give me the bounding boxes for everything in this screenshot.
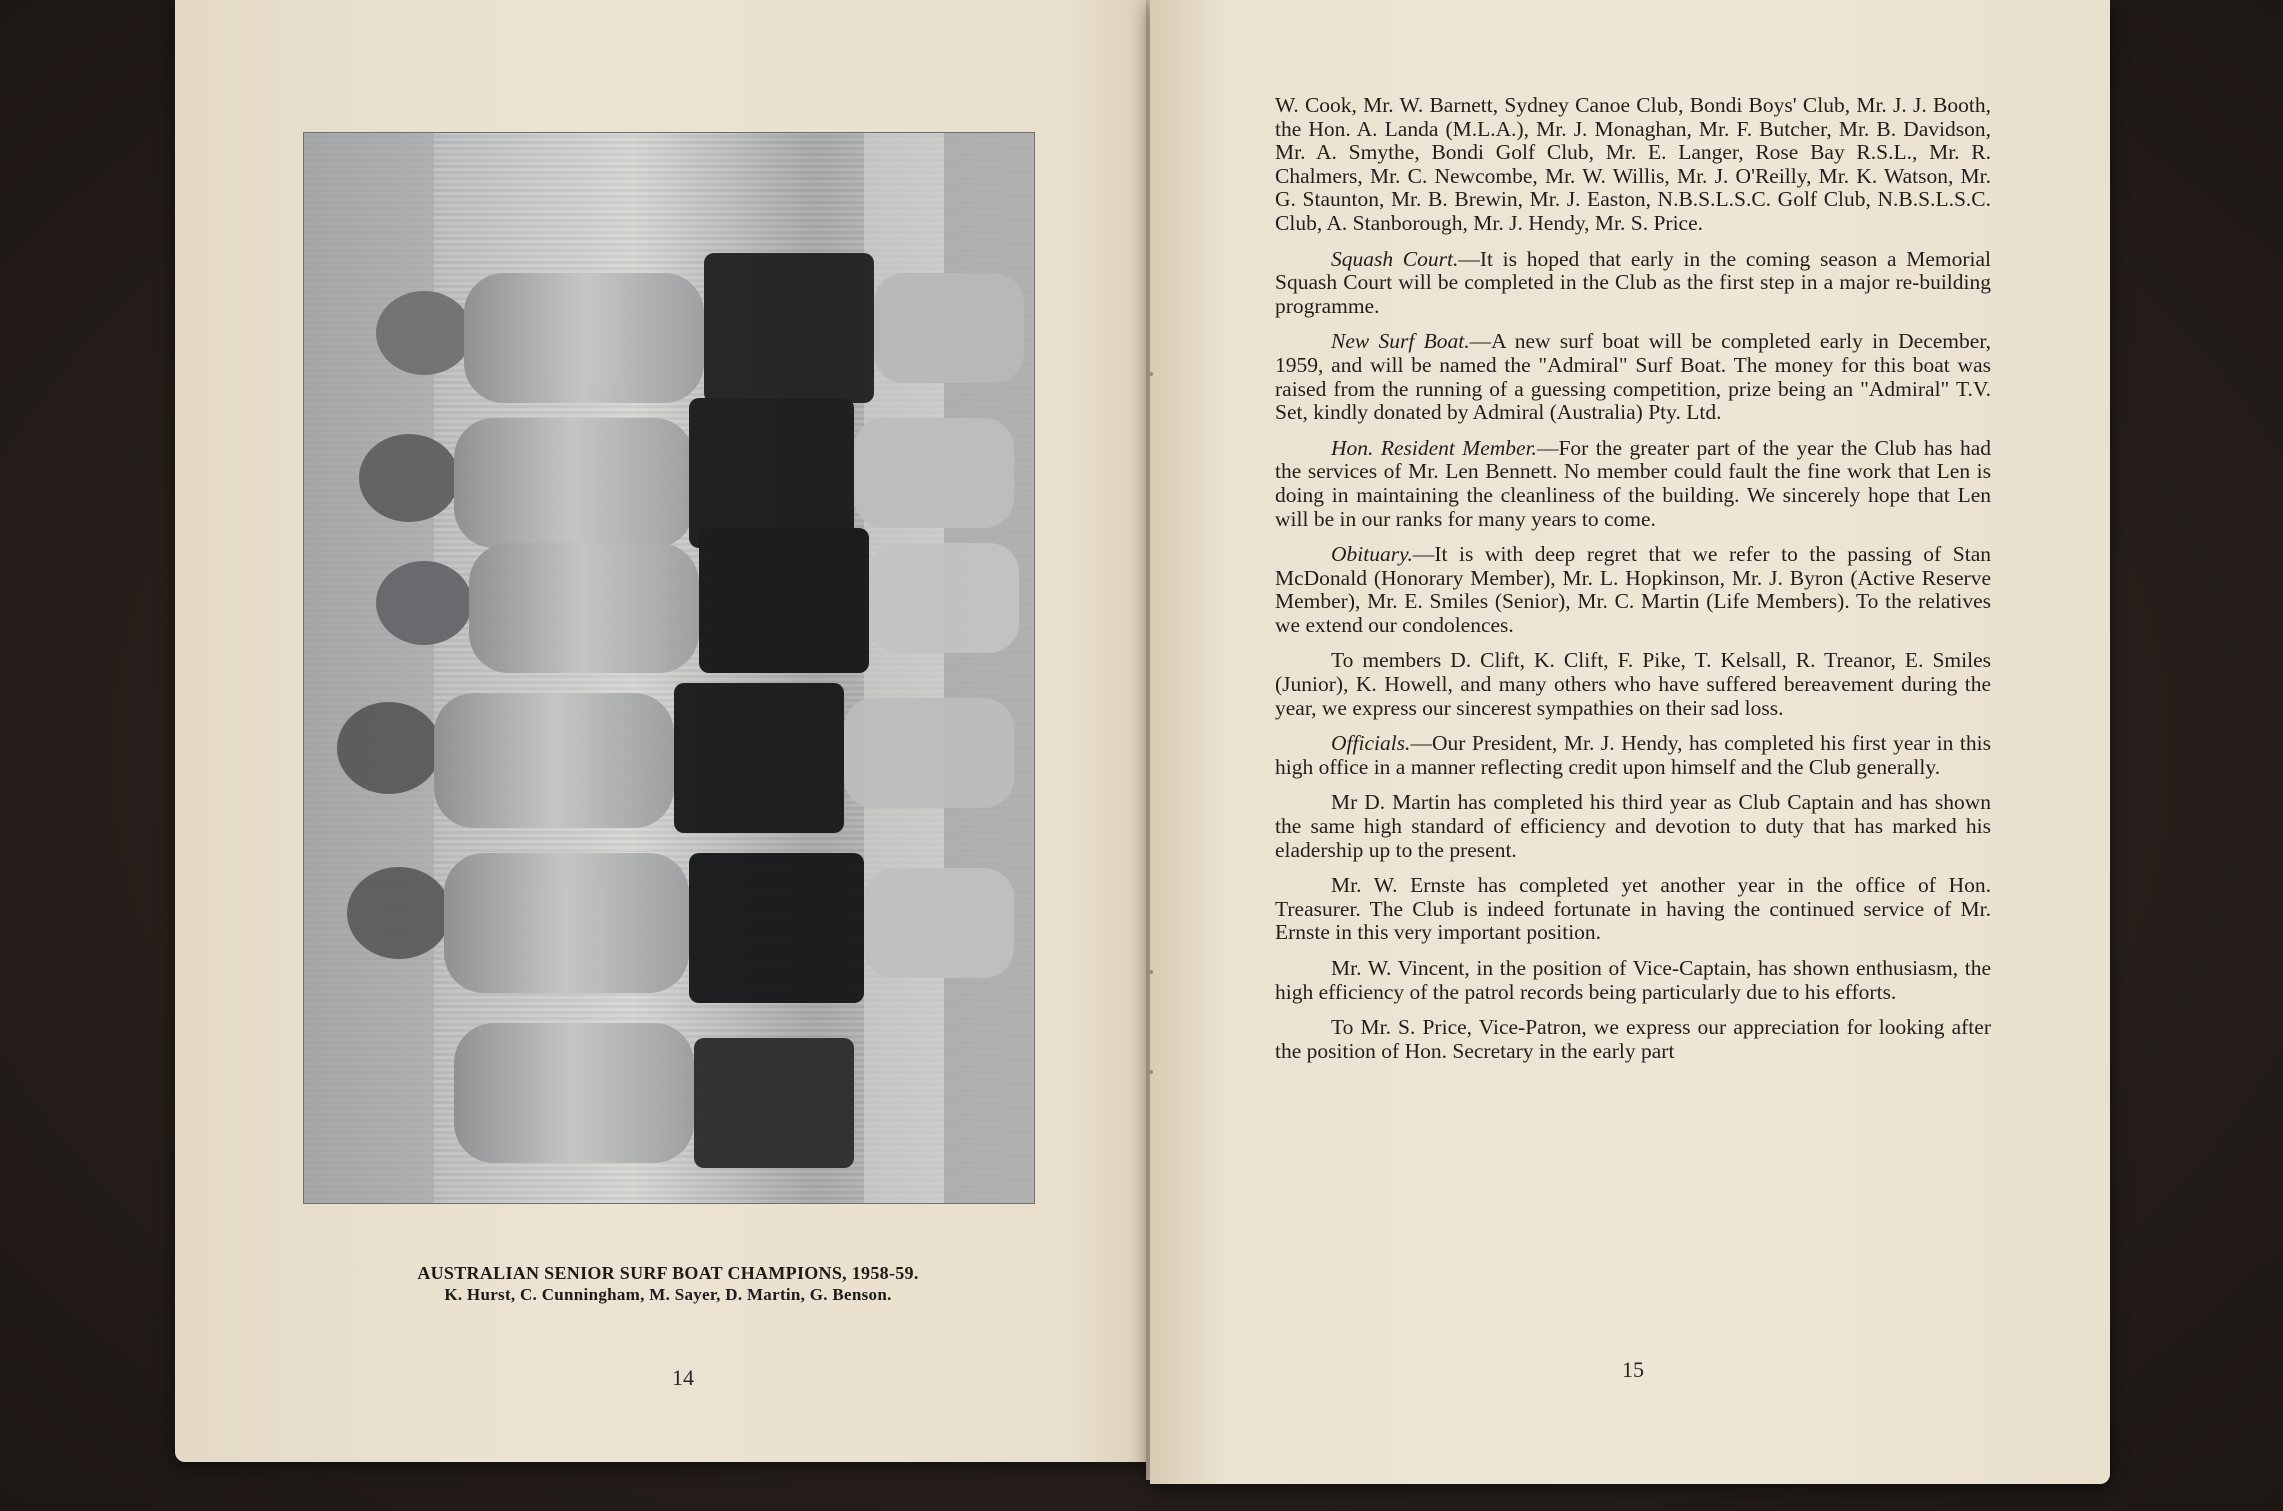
- page-number-left: 14: [672, 1365, 694, 1390]
- section-heading: Hon. Resident Member.: [1331, 435, 1537, 460]
- section-heading: New Surf Boat.: [1331, 329, 1470, 354]
- paragraph-obituary: [1275, 543, 1991, 637]
- paragraph-club-captain: [1275, 791, 1991, 862]
- section-heading: Officials.: [1331, 731, 1411, 756]
- paragraph-text: —Our President, Mr. J. Hendy, has completed his first year in this high office in a manner reflecting credit upon himself and the Club generally.: [1275, 731, 1991, 779]
- caption-title: AUSTRALIAN SENIOR SURF BOAT CHAMPIONS, 1958-59.: [417, 1263, 919, 1283]
- paragraph-text: W. Cook, Mr. W. Barnett, Sydney Canoe Club, Bondi Boys' Club, Mr. J. J. Booth, the Hon. A. Landa (M.L.A.), Mr. J. Monaghan, Mr. F. Butcher, Mr. B. Davidson, Mr. A. Smythe, Bondi Golf Club, Mr. E. Langer, Rose Bay R.S.L., Mr. R. Chalmers, Mr. C. Newcombe, Mr. W. Willis, Mr. J. O'Reilly, Mr. K. Watson, Mr. G. Staunton, Mr. B. Brewin, Mr. J. Easton, N.B.S.L.S.C. Golf Club, N.B.S.L.S.C. Club, A. Stanborough, Mr. J. Hendy, Mr. S. Price.: [1275, 93, 1991, 235]
- paragraph-text: —For the greater part of the year the Club has had the services of Mr. Len Bennett. No member could fault the fine work that Len is doing in maintaining the cleanliness of the building. We sincerely hope that Len will be in our ranks for many years to come.: [1275, 435, 1991, 531]
- section-heading: Obituary.: [1331, 542, 1413, 567]
- paragraph-treasurer: [1275, 874, 1991, 945]
- team-photograph: [303, 132, 1035, 1204]
- paper-fleck: [1149, 1070, 1153, 1074]
- paper-fleck: [1149, 970, 1153, 974]
- paragraph-text: Mr. W. Vincent, in the position of Vice-Captain, has shown enthusiasm, the high efficiency of the patrol records being particularly due to his efforts.: [1275, 956, 1991, 1004]
- paragraph-vice-patron: [1275, 1016, 1991, 1063]
- paragraph-hon-resident-member: [1275, 437, 1991, 531]
- paragraph-sympathies: [1275, 649, 1991, 720]
- photo-illustration: [304, 133, 1034, 1203]
- page-number-right: 15: [1622, 1357, 1644, 1382]
- paragraph-vice-captain: [1275, 957, 1991, 1004]
- paragraph-text: —It is with deep regret that we refer to the passing of Stan McDonald (Honorary Member), Mr. L. Hopkinson, Mr. J. Byron (Active Reserve Member), Mr. E. Smiles (Senior), Mr. C. Martin (Life Members). To the relatives we extend our condolences.: [1275, 542, 1991, 637]
- paragraph-text: Mr. W. Ernste has completed yet another year in the office of Hon. Treasurer. The Club is indeed fortunate in having the continued service of Mr. Ernste in this very important position.: [1275, 873, 1991, 945]
- photo-caption: [303, 1262, 1033, 1306]
- paragraph-donors: [1275, 94, 1991, 236]
- paragraph-text: To members D. Clift, K. Clift, F. Pike, T. Kelsall, R. Treanor, E. Smiles (Junior), K. Howell, and many others who have suffered bereavement during the year, we express our sincerest sympathies on their sad loss.: [1275, 648, 1991, 720]
- paragraph-text: —A new surf boat will be completed early in December, 1959, and will be named the "Admiral" Surf Boat. The money for this boat was raised from the running of a guessing competition, prize being an "Admiral" T.V. Set, kindly donated by Admiral (Australia) Pty. Ltd.: [1275, 329, 1991, 425]
- paragraph-officials: [1275, 732, 1991, 779]
- paragraph-text: To Mr. S. Price, Vice-Patron, we express our appreciation for looking after the position of Hon. Secretary in the early part: [1275, 1015, 1991, 1063]
- article-text: [1275, 94, 1991, 1075]
- paper-fleck: [1149, 372, 1153, 376]
- paragraph-new-surf-boat: [1275, 330, 1991, 424]
- caption-names: K. Hurst, C. Cunningham, M. Sayer, D. Martin, G. Benson.: [444, 1285, 892, 1304]
- paragraph-squash-court: [1275, 248, 1991, 319]
- paragraph-text: Mr D. Martin has completed his third year as Club Captain and has shown the same high standard of efficiency and devotion to duty that has marked his eladership up to the present.: [1275, 790, 1991, 862]
- paragraph-text: —It is hoped that early in the coming season a Memorial Squash Court will be completed in the Club as the first step in a major re-building programme.: [1275, 246, 1991, 318]
- section-heading: Squash Court.: [1331, 246, 1459, 271]
